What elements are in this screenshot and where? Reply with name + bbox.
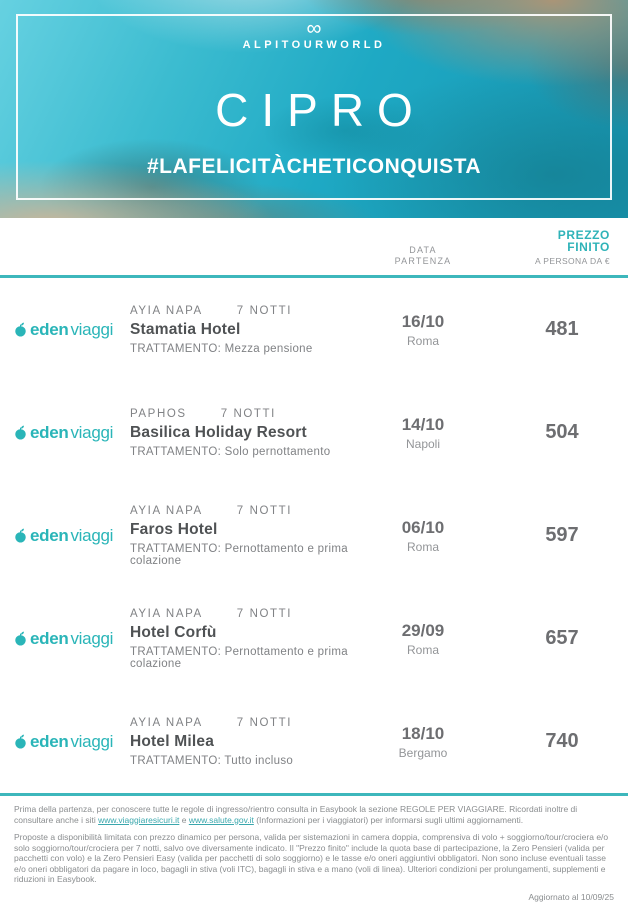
- offer-treatment: TRATTAMENTO: Solo pernottamento: [130, 446, 368, 458]
- column-header-date-line2: PARTENZA: [368, 256, 478, 267]
- offer-treatment: TRATTAMENTO: Mezza pensione: [130, 343, 368, 355]
- column-header-date-line1: DATA: [368, 245, 478, 256]
- offer-destination: AYIA NAPA: [130, 305, 203, 317]
- column-header-price-line1: PREZZO: [514, 229, 610, 241]
- apple-icon: [14, 631, 27, 646]
- eden-viaggi-logo: [14, 526, 113, 546]
- offer-departure-city: Roma: [368, 643, 478, 657]
- offer-departure-date: 18/10: [368, 724, 478, 744]
- offer-row: [0, 690, 628, 793]
- offer-price: 504: [514, 421, 610, 444]
- offer-nights: 7 NOTTI: [221, 408, 276, 420]
- apple-icon: [14, 734, 27, 749]
- offer-row: [0, 587, 628, 690]
- offer-nights: 7 NOTTI: [237, 717, 292, 729]
- offer-nights: 7 NOTTI: [237, 305, 292, 317]
- offer-hotel-name: Hotel Milea: [130, 733, 368, 751]
- logo-word-eden: eden: [30, 423, 68, 443]
- offer-price: 597: [514, 524, 610, 547]
- column-header-price: [514, 229, 610, 267]
- updated-date: Aggiornato al 10/09/25: [14, 892, 614, 902]
- offer-departure-city: Roma: [368, 334, 478, 348]
- offer-hotel-name: Stamatia Hotel: [130, 321, 368, 339]
- offer-nights: 7 NOTTI: [237, 608, 292, 620]
- offer-departure-date: 06/10: [368, 518, 478, 538]
- offer-destination: PAPHOS: [130, 408, 187, 420]
- eden-viaggi-logo: [14, 320, 113, 340]
- offer-departure-date: 29/09: [368, 621, 478, 641]
- column-header-price-sub: A PERSONA DA €: [514, 255, 610, 267]
- offer-price: 481: [514, 318, 610, 341]
- offer-row: [0, 381, 628, 484]
- offer-destination: AYIA NAPA: [130, 505, 203, 517]
- offer-row: [0, 278, 628, 381]
- list-header: [0, 218, 628, 275]
- hero-banner: [0, 0, 628, 218]
- offer-row: [0, 484, 628, 587]
- footer-text: (Informazioni per i viaggiatori) per informarsi sugli ultimi aggiornamenti.: [254, 815, 523, 825]
- eden-viaggi-logo: [14, 732, 113, 752]
- offer-destination: AYIA NAPA: [130, 717, 203, 729]
- link-salute-gov[interactable]: www.salute.gov.it: [189, 815, 254, 825]
- eden-viaggi-logo: [14, 629, 113, 649]
- offer-departure-city: Roma: [368, 540, 478, 554]
- destination-title: CIPRO: [202, 83, 426, 137]
- footer-text: Prima della partenza, per conoscere tutte le regole di ingresso/rientro consulta in Easybook la sezione REGOLE PER VIAGGIARE. Ricordati inoltre di consultare anche i siti: [14, 804, 577, 825]
- campaign-hashtag: #LAFELICITÀCHETICONQUISTA: [147, 155, 481, 179]
- column-header-price-line2: FINITO: [514, 241, 610, 253]
- eden-viaggi-logo: [14, 423, 113, 443]
- apple-icon: [14, 528, 27, 543]
- logo-word-viaggi: viaggi: [70, 320, 113, 340]
- logo-word-eden: eden: [30, 526, 68, 546]
- logo-word-viaggi: viaggi: [70, 629, 113, 649]
- offers-list: [0, 278, 628, 793]
- offer-destination: AYIA NAPA: [130, 608, 203, 620]
- offer-treatment: TRATTAMENTO: Tutto incluso: [130, 755, 368, 767]
- offer-treatment: TRATTAMENTO: Pernottamento e prima colazione: [130, 543, 368, 567]
- logo-word-eden: eden: [30, 629, 68, 649]
- apple-icon: [14, 425, 27, 440]
- logo-word-eden: eden: [30, 732, 68, 752]
- offer-departure-city: Napoli: [368, 437, 478, 451]
- offer-hotel-name: Hotel Corfù: [130, 624, 368, 642]
- footer-paragraph-1: [14, 804, 614, 825]
- offer-nights: 7 NOTTI: [237, 505, 292, 517]
- offer-hotel-name: Faros Hotel: [130, 521, 368, 539]
- column-header-departure-date: [368, 245, 478, 267]
- offer-departure-date: 16/10: [368, 312, 478, 332]
- legal-footer: [0, 796, 628, 902]
- offer-price: 740: [514, 730, 610, 753]
- link-viaggiaresicuri[interactable]: www.viaggiaresicuri.it: [98, 815, 179, 825]
- offer-departure-city: Bergamo: [368, 746, 478, 760]
- logo-word-viaggi: viaggi: [70, 732, 113, 752]
- logo-word-eden: eden: [30, 320, 68, 340]
- apple-icon: [14, 322, 27, 337]
- logo-word-viaggi: viaggi: [70, 423, 113, 443]
- brand-name: ALPITOURWORLD: [243, 39, 386, 51]
- footer-paragraph-2: Proposte a disponibilità limitata con prezzo dinamico per persona, valida per sistemazioni in camera doppia, comprensiva di volo + soggiorno/tour/crociera e/o solo soggiorno/tour/crociera per 7 notti, salvo ove diversamente indicato. Il "Prezzo finito" include la quota base di partecipazione, la Zero Pensieri (valida per pacchetti con volo) e la Zero Pensieri Easy (valida per pacchetti di solo soggiorno) e le tasse e/o oneri aggiuntivi obbligatori. Non sono incluse eventuali tasse e/o oneri obbligatori da pagare in loco, bagagli in stiva (voli ITC), bagagli in stiva e a mano (voli di linea). Ulteriori condizioni per prolungamenti, supplementi e riduzioni in Easybook.: [14, 832, 614, 885]
- offer-hotel-name: Basilica Holiday Resort: [130, 424, 368, 442]
- infinity-logo-icon: ∞: [307, 22, 322, 36]
- offer-price: 657: [514, 627, 610, 650]
- footer-text: e: [179, 815, 188, 825]
- offer-treatment: TRATTAMENTO: Pernottamento e prima colazione: [130, 646, 368, 670]
- offer-departure-date: 14/10: [368, 415, 478, 435]
- logo-word-viaggi: viaggi: [70, 526, 113, 546]
